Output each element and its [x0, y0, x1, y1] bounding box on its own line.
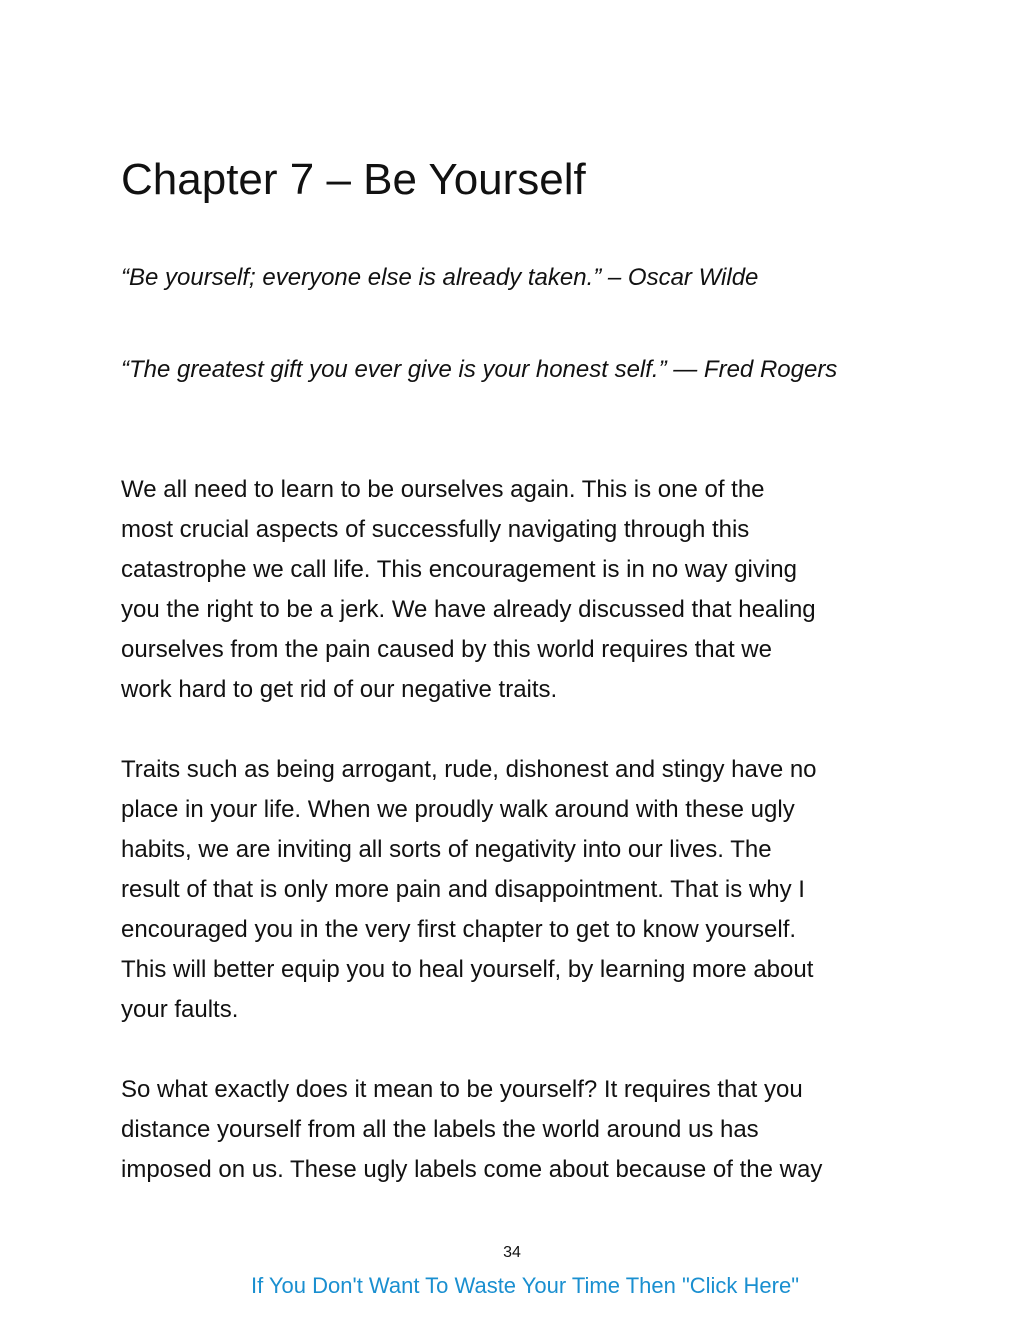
click-here-link[interactable]: If You Don't Want To Waste Your Time Then "Click Here" [250, 1273, 800, 1298]
paragraph-line: This will better equip you to heal yourself, by learning more about [121, 956, 814, 983]
paragraph-line: distance yourself from all the labels the world around us has [121, 1116, 759, 1143]
paragraph-line: ourselves from the pain caused by this world requires that we [121, 636, 772, 663]
paragraph-line: you the right to be a jerk. We have already discussed that healing [121, 596, 816, 623]
quote-oscar-wilde: “Be yourself; everyone else is already taken.” – Oscar Wilde [121, 264, 759, 291]
paragraph-3 [121, 1070, 822, 1190]
paragraph-line: imposed on us. These ugly labels come about because of the way [121, 1156, 823, 1183]
paragraph-line: habits, we are inviting all sorts of negativity into our lives. The [121, 836, 772, 863]
paragraph-line: result of that is only more pain and disappointment. That is why I [121, 876, 805, 903]
paragraph-line: place in your life. When we proudly walk around with these ugly [121, 796, 795, 823]
paragraph-line: work hard to get rid of our negative traits. [121, 676, 558, 703]
paragraph-line: encouraged you in the very first chapter to get to know yourself. [121, 916, 797, 943]
paragraph-line: So what exactly does it mean to be yourself? It requires that you [121, 1076, 803, 1103]
paragraph-1 [121, 470, 816, 710]
paragraph-line: your faults. [121, 996, 239, 1023]
paragraph-line: catastrophe we call life. This encouragement is in no way giving [121, 556, 797, 583]
chapter-title: Chapter 7 – Be Yourself [121, 155, 586, 204]
paragraph-line: Traits such as being arrogant, rude, dishonest and stingy have no [121, 756, 817, 783]
paragraph-line: We all need to learn to be ourselves again. This is one of the [121, 476, 765, 503]
paragraph-2 [121, 750, 817, 1030]
quote-fred-rogers: “The greatest gift you ever give is your honest self.” — Fred Rogers [121, 356, 838, 383]
paragraph-line: most crucial aspects of successfully navigating through this [121, 516, 750, 543]
page-number: 34 [503, 1244, 521, 1261]
